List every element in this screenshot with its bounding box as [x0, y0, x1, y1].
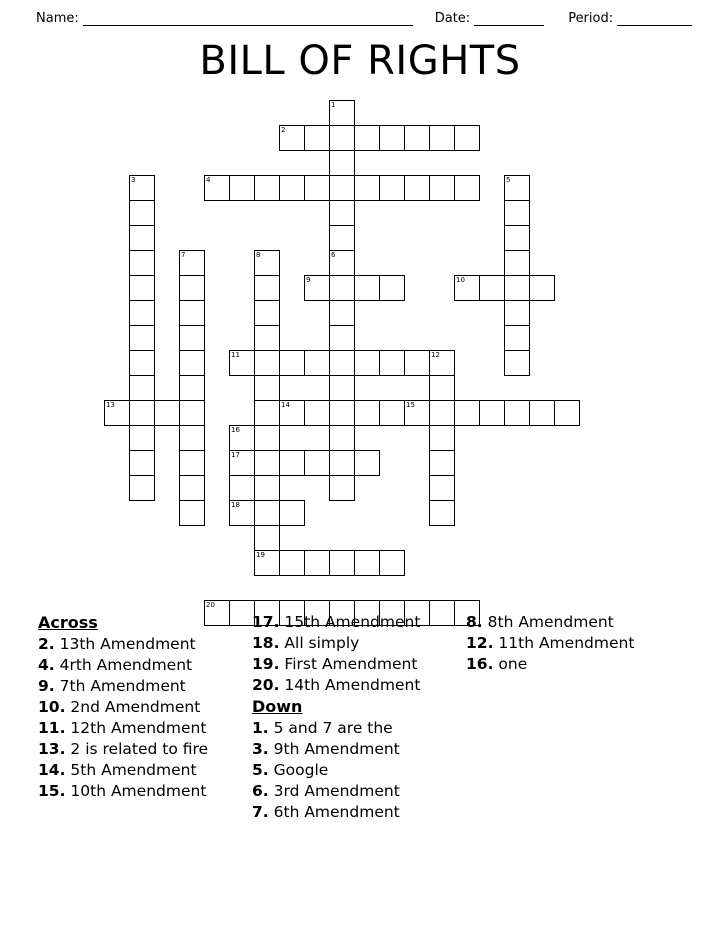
clue-text: 8th Amendment — [487, 613, 614, 631]
crossword-cell[interactable] — [304, 175, 330, 201]
crossword-cell[interactable] — [454, 175, 480, 201]
clue-text: 7th Amendment — [59, 677, 186, 695]
crossword-cell[interactable] — [329, 425, 355, 451]
across-heading: Across — [38, 613, 98, 632]
cell-number: 3 — [131, 176, 136, 184]
clue-text: All simply — [284, 634, 360, 652]
clue-down-12 — [466, 633, 696, 654]
clue-down-8 — [466, 612, 696, 633]
clue-text: First Amendment — [284, 655, 418, 673]
clue-number: 8. — [466, 613, 483, 631]
clue-number: 9. — [38, 677, 55, 695]
crossword-cell[interactable] — [429, 375, 455, 401]
cell-number: 9 — [306, 276, 311, 284]
crossword-cell[interactable] — [354, 450, 380, 476]
clue-text: 2nd Amendment — [70, 698, 201, 716]
cell-number: 6 — [331, 251, 336, 259]
clue-text: 15th Amendment — [284, 613, 421, 631]
crossword-cell[interactable] — [504, 325, 530, 351]
crossword-cell[interactable] — [254, 425, 280, 451]
crossword-cell[interactable] — [179, 325, 205, 351]
clue-across-11 — [38, 718, 248, 739]
crossword-cell[interactable] — [129, 425, 155, 451]
clue-number: 7. — [252, 803, 269, 821]
clue-down-5 — [252, 760, 462, 781]
crossword-cell[interactable] — [254, 550, 280, 576]
crossword-cell[interactable] — [329, 450, 355, 476]
clue-down-1 — [252, 718, 462, 739]
crossword-cell[interactable] — [254, 350, 280, 376]
cell-number: 14 — [281, 401, 290, 409]
crossword-cell[interactable] — [279, 550, 305, 576]
clue-text: 9th Amendment — [273, 740, 400, 758]
crossword-cell[interactable] — [304, 275, 330, 301]
clue-number: 19. — [252, 655, 280, 673]
crossword-cell[interactable] — [229, 350, 255, 376]
crossword-cell[interactable] — [504, 300, 530, 326]
clue-number: 17. — [252, 613, 280, 631]
crossword-grid[interactable] — [0, 95, 720, 615]
crossword-cell[interactable] — [404, 125, 430, 151]
name-label: Name: — [36, 11, 79, 26]
date-field[interactable] — [435, 12, 544, 26]
clue-number: 14. — [38, 761, 66, 779]
crossword-cell[interactable] — [329, 175, 355, 201]
clue-number: 5. — [252, 761, 269, 779]
crossword-cell[interactable] — [179, 250, 205, 276]
crossword-cell[interactable] — [304, 450, 330, 476]
crossword-cell[interactable] — [329, 550, 355, 576]
crossword-cell[interactable] — [154, 400, 180, 426]
down-heading: Down — [252, 697, 303, 716]
clue-down-6 — [252, 781, 462, 802]
crossword-cell[interactable] — [329, 300, 355, 326]
crossword-cell[interactable] — [354, 350, 380, 376]
crossword-cell[interactable] — [179, 400, 205, 426]
crossword-cell[interactable] — [129, 475, 155, 501]
crossword-cell[interactable] — [229, 475, 255, 501]
clue-number: 10. — [38, 698, 66, 716]
crossword-cell[interactable] — [129, 300, 155, 326]
clue-text: 5 and 7 are the — [273, 719, 393, 737]
crossword-cell[interactable] — [454, 275, 480, 301]
crossword-cell[interactable] — [429, 500, 455, 526]
crossword-cell[interactable] — [229, 175, 255, 201]
crossword-cell[interactable] — [254, 325, 280, 351]
crossword-cell[interactable] — [179, 500, 205, 526]
clue-across-13 — [38, 739, 248, 760]
crossword-cell[interactable] — [129, 225, 155, 251]
clue-across-4 — [38, 655, 248, 676]
clue-number: 2. — [38, 635, 55, 653]
crossword-cell[interactable] — [479, 275, 505, 301]
cell-number: 7 — [181, 251, 186, 259]
crossword-cell[interactable] — [354, 275, 380, 301]
crossword-cell[interactable] — [404, 175, 430, 201]
name-write-line[interactable] — [83, 12, 413, 26]
crossword-cell[interactable] — [504, 350, 530, 376]
period-write-line[interactable] — [617, 12, 692, 26]
cell-number: 5 — [506, 176, 511, 184]
crossword-cell[interactable] — [379, 175, 405, 201]
clue-down-16 — [466, 654, 696, 675]
cell-number: 2 — [281, 126, 286, 134]
crossword-cell[interactable] — [179, 475, 205, 501]
crossword-cell[interactable] — [304, 400, 330, 426]
crossword-cell[interactable] — [179, 450, 205, 476]
cell-number: 13 — [106, 401, 115, 409]
clue-text: 10th Amendment — [70, 782, 207, 800]
cell-number: 20 — [206, 601, 215, 609]
crossword-cell[interactable] — [354, 125, 380, 151]
clue-text: 11th Amendment — [498, 634, 635, 652]
crossword-cell[interactable] — [554, 400, 580, 426]
clue-number: 4. — [38, 656, 55, 674]
period-label: Period: — [568, 11, 614, 26]
crossword-cell[interactable] — [254, 475, 280, 501]
crossword-cell[interactable] — [129, 175, 155, 201]
crossword-cell[interactable] — [129, 375, 155, 401]
clue-text: 5th Amendment — [70, 761, 197, 779]
clue-text: 13th Amendment — [59, 635, 196, 653]
crossword-cell[interactable] — [329, 250, 355, 276]
crossword-cell[interactable] — [429, 475, 455, 501]
crossword-cell[interactable] — [504, 400, 530, 426]
crossword-cell[interactable] — [254, 250, 280, 276]
crossword-cell[interactable] — [129, 450, 155, 476]
clue-text: 3rd Amendment — [273, 782, 400, 800]
cell-number: 10 — [456, 276, 465, 284]
crossword-cell[interactable] — [429, 400, 455, 426]
clue-number: 12. — [466, 634, 494, 652]
cell-number: 19 — [256, 551, 265, 559]
crossword-cell[interactable] — [429, 450, 455, 476]
crossword-cell[interactable] — [254, 375, 280, 401]
crossword-cell[interactable] — [354, 400, 380, 426]
crossword-cell[interactable] — [229, 450, 255, 476]
crossword-cell[interactable] — [254, 275, 280, 301]
clue-column-1 — [38, 612, 248, 802]
crossword-cell[interactable] — [329, 475, 355, 501]
crossword-cell[interactable] — [479, 400, 505, 426]
clue-across-15 — [38, 781, 248, 802]
crossword-cell[interactable] — [429, 175, 455, 201]
cell-number: 4 — [206, 176, 211, 184]
crossword-cell[interactable] — [454, 125, 480, 151]
crossword-cell[interactable] — [329, 200, 355, 226]
crossword-cell[interactable] — [129, 325, 155, 351]
crossword-cell[interactable] — [329, 125, 355, 151]
cell-number: 8 — [256, 251, 261, 259]
clue-number: 20. — [252, 676, 280, 694]
crossword-cell[interactable] — [254, 500, 280, 526]
crossword-cell[interactable] — [429, 125, 455, 151]
crossword-cell[interactable] — [279, 400, 305, 426]
cell-number: 12 — [431, 351, 440, 359]
clue-number: 1. — [252, 719, 269, 737]
crossword-cell[interactable] — [329, 225, 355, 251]
crossword-cell[interactable] — [379, 400, 405, 426]
crossword-cell[interactable] — [129, 400, 155, 426]
name-field[interactable] — [36, 12, 413, 26]
crossword-cell[interactable] — [179, 425, 205, 451]
crossword-cell[interactable] — [379, 125, 405, 151]
cell-number: 16 — [231, 426, 240, 434]
crossword-cell[interactable] — [329, 375, 355, 401]
clue-number: 11. — [38, 719, 66, 737]
cell-number: 1 — [331, 101, 336, 109]
clue-text: Google — [273, 761, 329, 779]
crossword-cell[interactable] — [504, 250, 530, 276]
clue-across-18 — [252, 633, 462, 654]
crossword-cell[interactable] — [354, 550, 380, 576]
crossword-cell[interactable] — [254, 175, 280, 201]
crossword-cell[interactable] — [179, 275, 205, 301]
crossword-cell[interactable] — [179, 350, 205, 376]
cell-number: 11 — [231, 351, 240, 359]
clue-across-20 — [252, 675, 462, 696]
clue-number: 18. — [252, 634, 280, 652]
crossword-cell[interactable] — [329, 100, 355, 126]
crossword-cell[interactable] — [329, 400, 355, 426]
cell-number: 17 — [231, 451, 240, 459]
clue-text: one — [498, 655, 528, 673]
crossword-cell[interactable] — [129, 350, 155, 376]
clue-down-7 — [252, 802, 462, 823]
crossword-cell[interactable] — [279, 125, 305, 151]
crossword-cell[interactable] — [404, 350, 430, 376]
period-field[interactable] — [568, 12, 692, 26]
cell-number: 18 — [231, 501, 240, 509]
crossword-cell[interactable] — [329, 275, 355, 301]
clue-number: 6. — [252, 782, 269, 800]
crossword-cell[interactable] — [454, 400, 480, 426]
crossword-cell[interactable] — [404, 400, 430, 426]
crossword-cell[interactable] — [354, 175, 380, 201]
crossword-cell[interactable] — [254, 525, 280, 551]
cell-number: 15 — [406, 401, 415, 409]
clue-across-10 — [38, 697, 248, 718]
crossword-cell[interactable] — [329, 325, 355, 351]
crossword-cell[interactable] — [279, 500, 305, 526]
clue-across-9 — [38, 676, 248, 697]
crossword-cell[interactable] — [129, 275, 155, 301]
crossword-cell[interactable] — [254, 400, 280, 426]
clue-column-3 — [466, 612, 696, 675]
clue-text: 14th Amendment — [284, 676, 421, 694]
crossword-cell[interactable] — [279, 350, 305, 376]
crossword-cell[interactable] — [504, 175, 530, 201]
crossword-cell[interactable] — [379, 550, 405, 576]
crossword-cell[interactable] — [504, 225, 530, 251]
crossword-cell[interactable] — [529, 275, 555, 301]
crossword-cell[interactable] — [279, 175, 305, 201]
crossword-cell[interactable] — [229, 500, 255, 526]
crossword-cell[interactable] — [429, 350, 455, 376]
clue-number: 16. — [466, 655, 494, 673]
clue-number: 15. — [38, 782, 66, 800]
clue-across-17 — [252, 612, 462, 633]
crossword-cell[interactable] — [379, 275, 405, 301]
clue-text: 4rth Amendment — [59, 656, 193, 674]
clue-number: 3. — [252, 740, 269, 758]
date-label: Date: — [434, 11, 471, 26]
crossword-cell[interactable] — [204, 175, 230, 201]
clue-text: 12th Amendment — [70, 719, 207, 737]
crossword-cell[interactable] — [254, 450, 280, 476]
clue-across-14 — [38, 760, 248, 781]
crossword-cell[interactable] — [304, 125, 330, 151]
crossword-cell[interactable] — [229, 425, 255, 451]
crossword-cell[interactable] — [504, 275, 530, 301]
clue-column-2 — [252, 612, 462, 823]
crossword-cell[interactable] — [304, 550, 330, 576]
crossword-cell[interactable] — [129, 200, 155, 226]
crossword-cell[interactable] — [129, 250, 155, 276]
crossword-cell[interactable] — [379, 350, 405, 376]
crossword-cell[interactable] — [179, 375, 205, 401]
crossword-cell[interactable] — [104, 400, 130, 426]
crossword-cell[interactable] — [254, 300, 280, 326]
crossword-cell[interactable] — [179, 300, 205, 326]
crossword-cell[interactable] — [329, 150, 355, 176]
clue-across-2 — [38, 634, 248, 655]
date-write-line[interactable] — [474, 12, 544, 26]
worksheet-header — [0, 0, 720, 26]
crossword-cell[interactable] — [329, 350, 355, 376]
crossword-cell[interactable] — [304, 350, 330, 376]
crossword-cell[interactable] — [529, 400, 555, 426]
clue-down-3 — [252, 739, 462, 760]
clue-number: 13. — [38, 740, 66, 758]
clue-text: 6th Amendment — [273, 803, 400, 821]
page-title: BILL OF RIGHTS — [199, 38, 521, 84]
clue-across-19 — [252, 654, 462, 675]
crossword-cell[interactable] — [429, 425, 455, 451]
clue-text: 2 is related to fire — [70, 740, 209, 758]
crossword-cell[interactable] — [504, 200, 530, 226]
crossword-cell[interactable] — [279, 450, 305, 476]
